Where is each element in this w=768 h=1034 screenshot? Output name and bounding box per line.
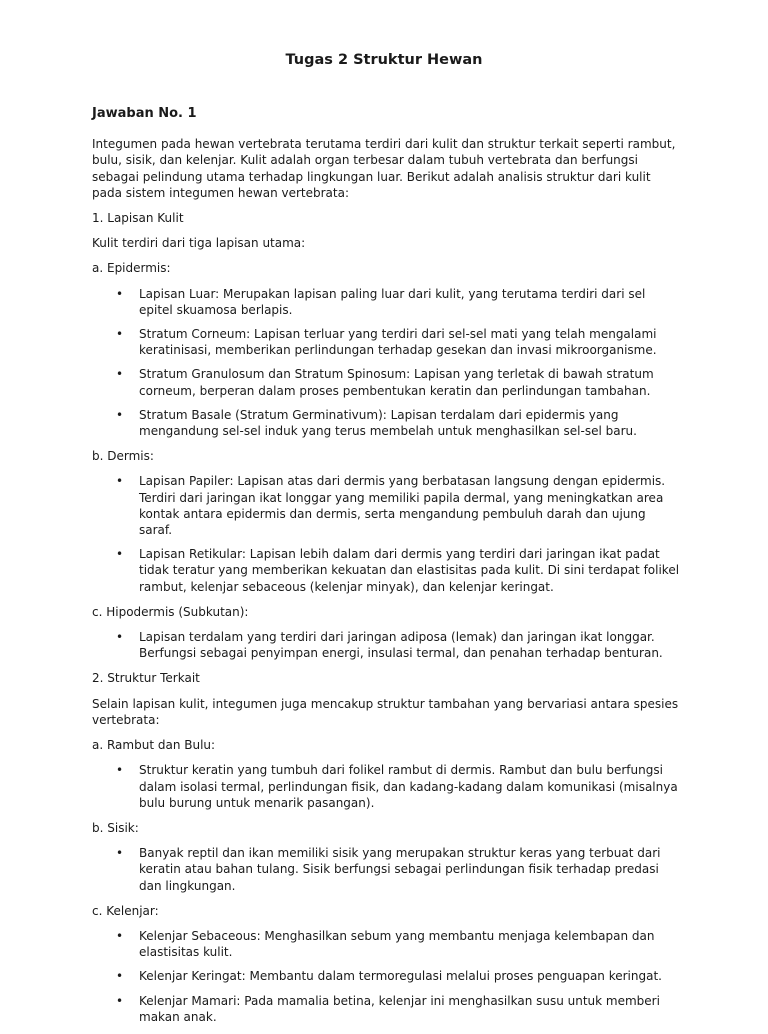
- list-item: • Lapisan Retikular: Lapisan lebih dalam dari dermis yang terdiri dari jaringan ikat padat tidak teratur yang memberikan kekuatan dan elastisitas pada kulit. Di sini terdapat folikel rambut, kelenjar sebaceous (kelenjar minyak), dan kelenjar keringat.: [139, 546, 682, 595]
- list-item: • Kelenjar Mamari: Pada mamalia betina, kelenjar ini menghasilkan susu untuk memberi makan anak.: [139, 993, 682, 1025]
- list-item: • Kelenjar Keringat: Membantu dalam termoregulasi melalui proses penguapan keringat.: [139, 968, 682, 984]
- subsection-label: c. Kelenjar:: [92, 903, 159, 918]
- subsection-label: c. Hipodermis (Subkutan):: [92, 604, 249, 619]
- bullet-list: [92, 845, 682, 894]
- bullet-list: [92, 762, 682, 811]
- list-item: • Kelenjar Sebaceous: Menghasilkan sebum yang membantu menjaga kelembapan dan elastisitas kulit.: [139, 928, 682, 960]
- list-item: • Stratum Basale (Stratum Germinativum): Lapisan terdalam dari epidermis yang mengandung sel-sel induk yang terus membelah untuk menghasilkan sel-sel baru.: [139, 407, 682, 439]
- list-item: • Struktur keratin yang tumbuh dari folikel rambut di dermis. Rambut dan bulu berfungsi dalam isolasi termal, perlindungan fisik, dan kadang-kadang dalam komunikasi (misalnya bulu burung untuk menarik pasangan).: [139, 762, 682, 811]
- list-item: • Banyak reptil dan ikan memiliki sisik yang merupakan struktur keras yang terbuat dari keratin atau bahan tulang. Sisik berfungsi sebagai perlindungan fisik terhadap predasi dan lingkungan.: [139, 845, 682, 894]
- section-intro: Selain lapisan kulit, integumen juga mencakup struktur tambahan yang bervariasi antara spesies vertebrata:: [92, 696, 679, 727]
- list-item: • Stratum Granulosum dan Stratum Spinosum: Lapisan yang terletak di bawah stratum corneum, berperan dalam proses pembentukan keratin dan perlindungan tambahan.: [139, 366, 682, 398]
- list-item: • Lapisan terdalam yang terdiri dari jaringan adiposa (lemak) dan jaringan ikat longgar. Berfungsi sebagai penyimpan energi, insulasi termal, dan penahan terhadap benturan.: [139, 629, 682, 661]
- document-title: Tugas 2 Struktur Hewan: [285, 52, 483, 68]
- subsection-label: b. Sisik:: [92, 820, 139, 835]
- subsection-label: a. Epidermis:: [92, 261, 171, 276]
- list-item: • Lapisan Papiler: Lapisan atas dari dermis yang berbatasan langsung dengan epidermis. Terdiri dari jaringan ikat longgar yang memiliki papila dermal, yang meningkatkan area kontak antara epidermis dan dermis, serta mengandung pembuluh darah dan ujung saraf.: [139, 473, 682, 538]
- section-title: 2. Struktur Terkait: [92, 671, 200, 686]
- answer-heading: Jawaban No. 1: [92, 106, 197, 121]
- intro-paragraph: Integumen pada hewan vertebrata terutama terdiri dari kulit dan struktur terkait seperti rambut, bulu, sisik, dan kelenjar. Kulit adalah organ terbesar dalam tubuh vertebrata dan berfungsi sebagai pelindung utama terhadap lingkungan luar. Berikut adalah analisis struktur dari kulit pada sistem integumen hewan vertebrata:: [92, 137, 676, 200]
- bullet-list: [92, 473, 682, 594]
- subsection-label: a. Rambut dan Bulu:: [92, 738, 216, 753]
- bullet-list: [92, 928, 682, 1025]
- section-title: 1. Lapisan Kulit: [92, 211, 184, 226]
- bullet-list: [92, 629, 682, 661]
- list-item: • Stratum Corneum: Lapisan terluar yang terdiri dari sel-sel mati yang telah mengalami keratinisasi, memberikan perlindungan terhadap gesekan dan invasi mikroorganisme.: [139, 326, 682, 358]
- section-intro: Kulit terdiri dari tiga lapisan utama:: [92, 236, 306, 251]
- bullet-list: [92, 286, 682, 440]
- document-body: [92, 106, 682, 1034]
- subsection-label: b. Dermis:: [92, 449, 154, 464]
- list-item: • Lapisan Luar: Merupakan lapisan paling luar dari kulit, yang terutama terdiri dari sel epitel skuamosa berlapis.: [139, 286, 682, 318]
